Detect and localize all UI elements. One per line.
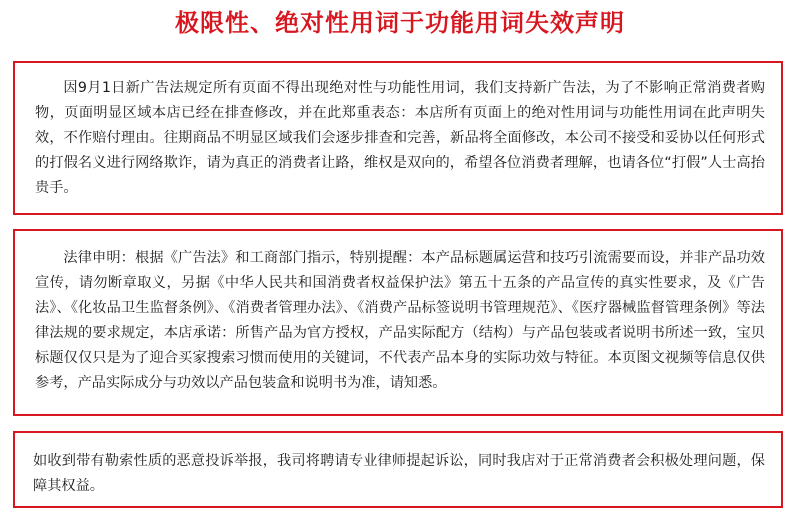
legal-notice-box bbox=[13, 229, 783, 416]
legal-statement-text: 法律申明：根据《广告法》和工商部门指示，特别提醒：本产品标题属运营和技巧引流需要而设，并非产品功效宣传，请勿断章取义，另据《中华人民共和国消费者权益保护法》第五十五条的产品宣传的真实性要求，及《广告法》、《化妆品卫生监督条例》、《消费者管理办法》、《消费产品标签说明书管理规范》、《医疗器械监督管理条例》等法律法规的要求规定，本店承诺：所售产品为官方授权，产品实际配方（结构）与产品包装或者说明书所述一致，宝贝标题仅仅只是为了迎合买家搜索习惯而使用的关键词，不代表产品本身的实际功效与特征。本页图文视频等信息仅供参考，产品实际成分与功效以产品包装盒和说明书为准，请知悉。 bbox=[35, 250, 765, 391]
statement-notice-box bbox=[13, 61, 783, 215]
page-title: 极限性、绝对性用词于功能用词失效声明 bbox=[175, 9, 625, 37]
complaint-notice-box bbox=[13, 431, 783, 508]
statement-text: 因9月1日新广告法规定所有页面不得出现绝对性与功能性用词，我们支持新广告法，为了不影响正常消费者购物，页面明显区域本店已经在排查修改，并在此郑重表态：本店所有页面上的绝对性用词与功能性用词在此声明失效，不作赔付理由。往期商品不明显区域我们会逐步排查和完善，新品将全面修改，本公司不接受和妥协以任何形式的打假名义进行网络欺诈，请为真正的消费者让路，维权是双向的，希望各位消费者理解，也请各位“打假”人士高抬贵手。 bbox=[35, 80, 765, 196]
complaint-text: 如收到带有勒索性质的恶意投诉举报，我司将聘请专业律师提起诉讼，同时我店对于正常消费者会积极处理问题，保障其权益。 bbox=[33, 453, 765, 494]
